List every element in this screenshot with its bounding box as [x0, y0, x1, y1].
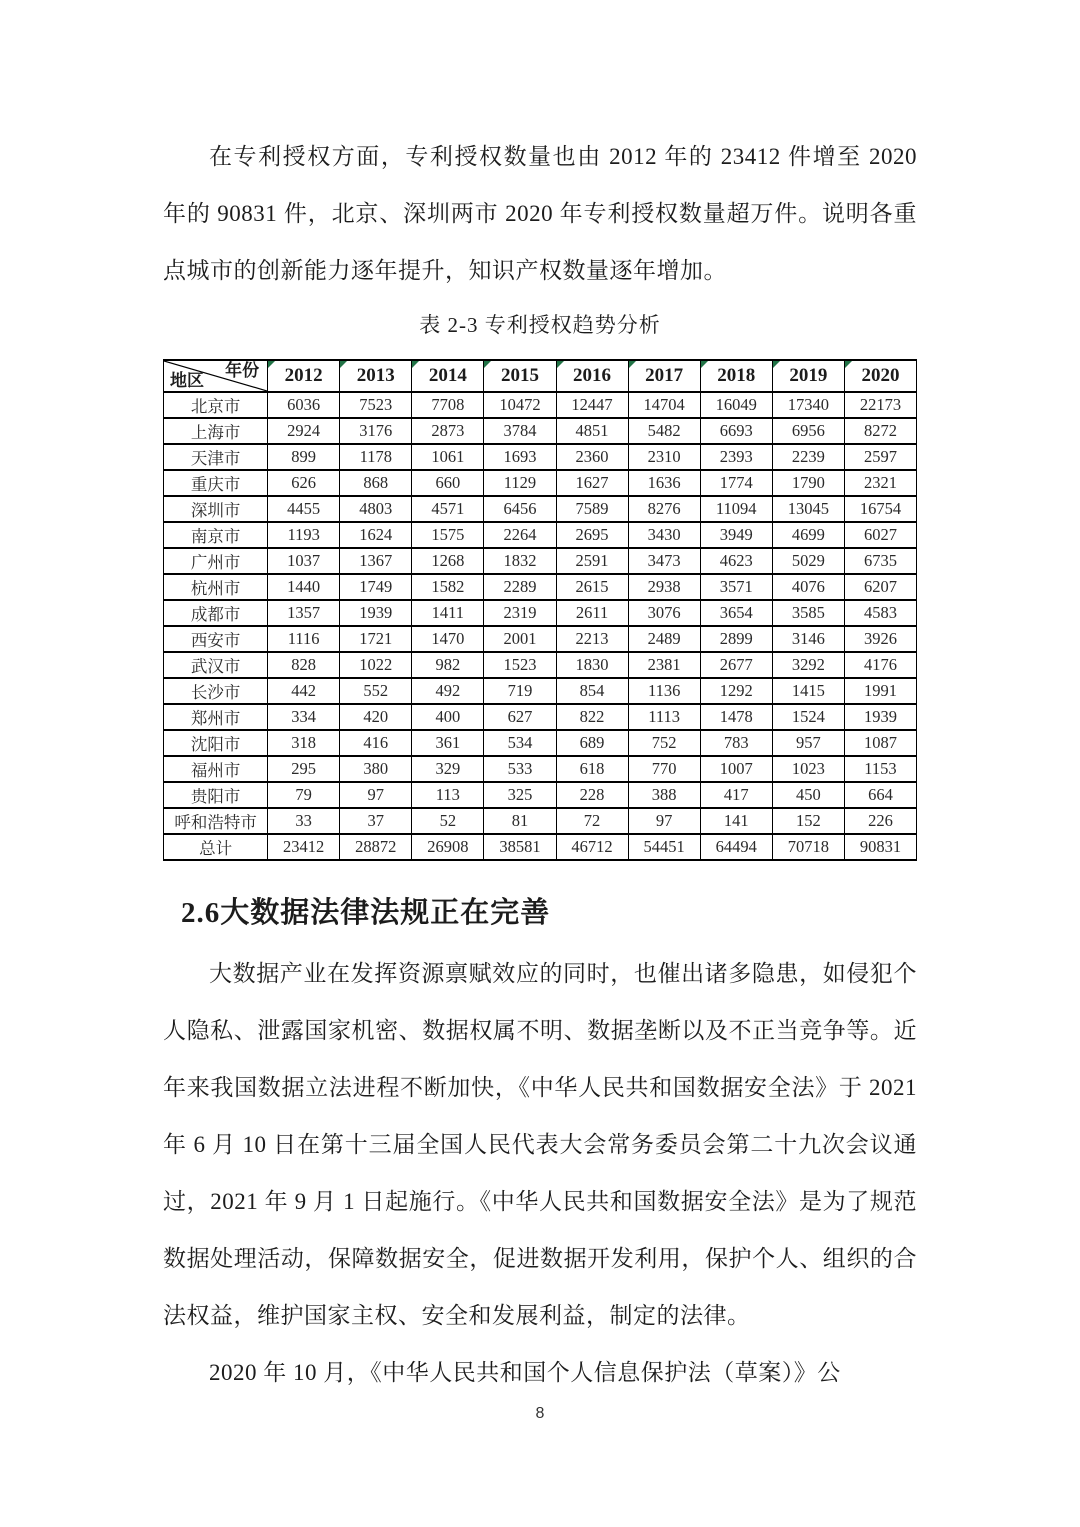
value-cell: 4851	[556, 418, 628, 444]
value-cell: 854	[556, 678, 628, 704]
year-header-2013: 2013	[340, 360, 412, 392]
region-cell: 广州市	[164, 548, 268, 574]
value-cell: 28872	[340, 834, 412, 860]
value-cell: 1627	[556, 470, 628, 496]
region-cell: 重庆市	[164, 470, 268, 496]
region-cell: 贵阳市	[164, 782, 268, 808]
value-cell: 4455	[268, 496, 340, 522]
value-cell: 2938	[628, 574, 700, 600]
value-cell: 2310	[628, 444, 700, 470]
value-cell: 6735	[844, 548, 916, 574]
value-cell: 1790	[772, 470, 844, 496]
table-corner-cell	[164, 360, 268, 392]
value-cell: 2319	[484, 600, 556, 626]
patent-authorization-table	[163, 359, 917, 861]
green-corner-mark-icon	[340, 361, 347, 368]
value-cell: 534	[484, 730, 556, 756]
value-cell: 8276	[628, 496, 700, 522]
value-cell: 113	[412, 782, 484, 808]
value-cell: 552	[340, 678, 412, 704]
value-cell: 1830	[556, 652, 628, 678]
value-cell: 141	[700, 808, 772, 834]
value-cell: 1624	[340, 522, 412, 548]
value-cell: 4623	[700, 548, 772, 574]
value-cell: 957	[772, 730, 844, 756]
value-cell: 2489	[628, 626, 700, 652]
table-row-杭州市	[164, 574, 917, 600]
value-cell: 1470	[412, 626, 484, 652]
value-cell: 533	[484, 756, 556, 782]
value-cell: 6036	[268, 392, 340, 418]
value-cell: 1440	[268, 574, 340, 600]
value-cell: 3292	[772, 652, 844, 678]
value-cell: 1774	[700, 470, 772, 496]
value-cell: 1524	[772, 704, 844, 730]
value-cell: 152	[772, 808, 844, 834]
value-cell: 1087	[844, 730, 916, 756]
value-cell: 1367	[340, 548, 412, 574]
section-heading: 2.6大数据法律法规正在完善	[181, 897, 551, 929]
table-row-西安市	[164, 626, 917, 652]
section-paragraph-2: 2020 年 10 月，《中华人民共和国个人信息保护法（草案）》公	[209, 1360, 841, 1385]
value-cell: 54451	[628, 834, 700, 860]
value-cell: 3926	[844, 626, 916, 652]
value-cell: 868	[340, 470, 412, 496]
value-cell: 3585	[772, 600, 844, 626]
value-cell: 1037	[268, 548, 340, 574]
value-cell: 2381	[628, 652, 700, 678]
value-cell: 1749	[340, 574, 412, 600]
value-cell: 1693	[484, 444, 556, 470]
value-cell: 228	[556, 782, 628, 808]
value-cell: 899	[268, 444, 340, 470]
value-cell: 318	[268, 730, 340, 756]
value-cell: 8272	[844, 418, 916, 444]
table-row-贵阳市	[164, 782, 917, 808]
green-corner-mark-icon	[773, 361, 780, 368]
value-cell: 64494	[700, 834, 772, 860]
table-row-成都市	[164, 600, 917, 626]
value-cell: 442	[268, 678, 340, 704]
value-cell: 72	[556, 808, 628, 834]
value-cell: 400	[412, 704, 484, 730]
year-header-2015: 2015	[484, 360, 556, 392]
value-cell: 1582	[412, 574, 484, 600]
region-cell: 南京市	[164, 522, 268, 548]
value-cell: 1832	[484, 548, 556, 574]
green-corner-mark-icon	[845, 361, 852, 368]
value-cell: 1411	[412, 600, 484, 626]
year-header-2018: 2018	[700, 360, 772, 392]
year-header-2017: 2017	[628, 360, 700, 392]
value-cell: 2239	[772, 444, 844, 470]
value-cell: 828	[268, 652, 340, 678]
green-corner-mark-icon	[557, 361, 564, 368]
value-cell: 4571	[412, 496, 484, 522]
value-cell: 626	[268, 470, 340, 496]
value-cell: 26908	[412, 834, 484, 860]
value-cell: 4176	[844, 652, 916, 678]
value-cell: 329	[412, 756, 484, 782]
value-cell: 17340	[772, 392, 844, 418]
value-cell: 3654	[700, 600, 772, 626]
value-cell: 2360	[556, 444, 628, 470]
value-cell: 3571	[700, 574, 772, 600]
page-number: 8	[535, 1405, 545, 1422]
value-cell: 1991	[844, 678, 916, 704]
value-cell: 1129	[484, 470, 556, 496]
value-cell: 380	[340, 756, 412, 782]
table-row-南京市	[164, 522, 917, 548]
table-row-北京市	[164, 392, 917, 418]
value-cell: 81	[484, 808, 556, 834]
value-cell: 1023	[772, 756, 844, 782]
value-cell: 2393	[700, 444, 772, 470]
value-cell: 4076	[772, 574, 844, 600]
value-cell: 70718	[772, 834, 844, 860]
table-title: 表 2-3 专利授权趋势分析	[419, 313, 661, 337]
value-cell: 2615	[556, 574, 628, 600]
value-cell: 7589	[556, 496, 628, 522]
value-cell: 420	[340, 704, 412, 730]
value-cell: 325	[484, 782, 556, 808]
value-cell: 334	[268, 704, 340, 730]
year-header-2014: 2014	[412, 360, 484, 392]
value-cell: 1939	[844, 704, 916, 730]
value-cell: 1939	[340, 600, 412, 626]
value-cell: 4803	[340, 496, 412, 522]
value-cell: 822	[556, 704, 628, 730]
value-cell: 6207	[844, 574, 916, 600]
table-row-沈阳市	[164, 730, 917, 756]
value-cell: 1061	[412, 444, 484, 470]
value-cell: 2924	[268, 418, 340, 444]
value-cell: 6693	[700, 418, 772, 444]
value-cell: 1292	[700, 678, 772, 704]
value-cell: 416	[340, 730, 412, 756]
value-cell: 388	[628, 782, 700, 808]
table-row-总计	[164, 834, 917, 860]
value-cell: 492	[412, 678, 484, 704]
value-cell: 1523	[484, 652, 556, 678]
value-cell: 5482	[628, 418, 700, 444]
document-page	[163, 0, 917, 1401]
table-row-上海市	[164, 418, 917, 444]
table-row-重庆市	[164, 470, 917, 496]
year-header-2020: 2020	[844, 360, 916, 392]
region-cell: 成都市	[164, 600, 268, 626]
value-cell: 689	[556, 730, 628, 756]
value-cell: 1193	[268, 522, 340, 548]
intro-paragraph: 在专利授权方面，专利授权数量也由 2012 年的 23412 件增至 2020 年的 90831 件，北京、深圳两市 2020 年专利授权数量超万件。说明各重点城市的创新能力逐年提升，知识产权数量逐年增加。	[163, 144, 917, 283]
region-cell: 武汉市	[164, 652, 268, 678]
section-paragraph-1: 大数据产业在发挥资源禀赋效应的同时，也催出诸多隐患，如侵犯个人隐私、泄露国家机密、数据权属不明、数据垄断以及不正当竞争等。近年来我国数据立法进程不断加快，《中华人民共和国数据安全法》于 2021 年 6 月 10 日在第十三届全国人民代表大会常务委员会第二十九次会议通过，2021 年 9 月 1 日起施行。《中华人民共和国数据安全法》是为了规范数据处理活动，保障数据安全，促进数据开发利用，保护个人、组织的合法权益，维护国家主权、安全和发展利益，制定的法律。	[163, 961, 917, 1328]
value-cell: 6956	[772, 418, 844, 444]
value-cell: 295	[268, 756, 340, 782]
value-cell: 1268	[412, 548, 484, 574]
value-cell: 14704	[628, 392, 700, 418]
table-row-武汉市	[164, 652, 917, 678]
value-cell: 770	[628, 756, 700, 782]
value-cell: 16049	[700, 392, 772, 418]
table-row-长沙市	[164, 678, 917, 704]
value-cell: 2899	[700, 626, 772, 652]
value-cell: 618	[556, 756, 628, 782]
value-cell: 7523	[340, 392, 412, 418]
value-cell: 719	[484, 678, 556, 704]
value-cell: 660	[412, 470, 484, 496]
value-cell: 1478	[700, 704, 772, 730]
green-corner-mark-icon	[629, 361, 636, 368]
value-cell: 2213	[556, 626, 628, 652]
value-cell: 3430	[628, 522, 700, 548]
value-cell: 1022	[340, 652, 412, 678]
value-cell: 3176	[340, 418, 412, 444]
value-cell: 2321	[844, 470, 916, 496]
value-cell: 3076	[628, 600, 700, 626]
value-cell: 1721	[340, 626, 412, 652]
value-cell: 12447	[556, 392, 628, 418]
value-cell: 7708	[412, 392, 484, 418]
value-cell: 2677	[700, 652, 772, 678]
table-row-呼和浩特市	[164, 808, 917, 834]
value-cell: 2289	[484, 574, 556, 600]
region-cell: 天津市	[164, 444, 268, 470]
value-cell: 982	[412, 652, 484, 678]
value-cell: 5029	[772, 548, 844, 574]
value-cell: 33	[268, 808, 340, 834]
value-cell: 97	[340, 782, 412, 808]
value-cell: 1178	[340, 444, 412, 470]
region-cell: 北京市	[164, 392, 268, 418]
table-row-郑州市	[164, 704, 917, 730]
region-cell: 深圳市	[164, 496, 268, 522]
value-cell: 52	[412, 808, 484, 834]
value-cell: 4583	[844, 600, 916, 626]
value-cell: 2591	[556, 548, 628, 574]
value-cell: 2611	[556, 600, 628, 626]
value-cell: 2597	[844, 444, 916, 470]
value-cell: 6027	[844, 522, 916, 548]
value-cell: 38581	[484, 834, 556, 860]
value-cell: 37	[340, 808, 412, 834]
value-cell: 3949	[700, 522, 772, 548]
value-cell: 450	[772, 782, 844, 808]
value-cell: 1415	[772, 678, 844, 704]
value-cell: 13045	[772, 496, 844, 522]
year-header-2019: 2019	[772, 360, 844, 392]
table-row-广州市	[164, 548, 917, 574]
value-cell: 361	[412, 730, 484, 756]
value-cell: 22173	[844, 392, 916, 418]
year-header-2016: 2016	[556, 360, 628, 392]
region-cell: 长沙市	[164, 678, 268, 704]
value-cell: 1007	[700, 756, 772, 782]
value-cell: 2001	[484, 626, 556, 652]
table-row-福州市	[164, 756, 917, 782]
value-cell: 23412	[268, 834, 340, 860]
value-cell: 2873	[412, 418, 484, 444]
value-cell: 79	[268, 782, 340, 808]
value-cell: 1575	[412, 522, 484, 548]
corner-label-region: 地区	[170, 371, 204, 390]
green-corner-mark-icon	[412, 361, 419, 368]
value-cell: 1136	[628, 678, 700, 704]
value-cell: 16754	[844, 496, 916, 522]
corner-label-year: 年份	[225, 361, 260, 380]
value-cell: 90831	[844, 834, 916, 860]
region-cell: 上海市	[164, 418, 268, 444]
region-cell: 呼和浩特市	[164, 808, 268, 834]
value-cell: 97	[628, 808, 700, 834]
value-cell: 10472	[484, 392, 556, 418]
table-row-天津市	[164, 444, 917, 470]
value-cell: 11094	[700, 496, 772, 522]
green-corner-mark-icon	[484, 361, 491, 368]
value-cell: 1153	[844, 756, 916, 782]
value-cell: 2695	[556, 522, 628, 548]
value-cell: 1116	[268, 626, 340, 652]
value-cell: 627	[484, 704, 556, 730]
table-header-row	[164, 360, 917, 392]
value-cell: 6456	[484, 496, 556, 522]
value-cell: 664	[844, 782, 916, 808]
green-corner-mark-icon	[701, 361, 708, 368]
value-cell: 3784	[484, 418, 556, 444]
region-cell: 西安市	[164, 626, 268, 652]
region-cell: 福州市	[164, 756, 268, 782]
value-cell: 1636	[628, 470, 700, 496]
value-cell: 417	[700, 782, 772, 808]
region-cell: 郑州市	[164, 704, 268, 730]
region-cell: 杭州市	[164, 574, 268, 600]
value-cell: 226	[844, 808, 916, 834]
value-cell: 2264	[484, 522, 556, 548]
green-corner-mark-icon	[268, 361, 275, 368]
value-cell: 1113	[628, 704, 700, 730]
value-cell: 3473	[628, 548, 700, 574]
value-cell: 4699	[772, 522, 844, 548]
table-row-深圳市	[164, 496, 917, 522]
value-cell: 752	[628, 730, 700, 756]
value-cell: 1357	[268, 600, 340, 626]
value-cell: 46712	[556, 834, 628, 860]
region-cell: 沈阳市	[164, 730, 268, 756]
value-cell: 3146	[772, 626, 844, 652]
year-header-2012: 2012	[268, 360, 340, 392]
value-cell: 783	[700, 730, 772, 756]
region-cell: 总计	[164, 834, 268, 860]
